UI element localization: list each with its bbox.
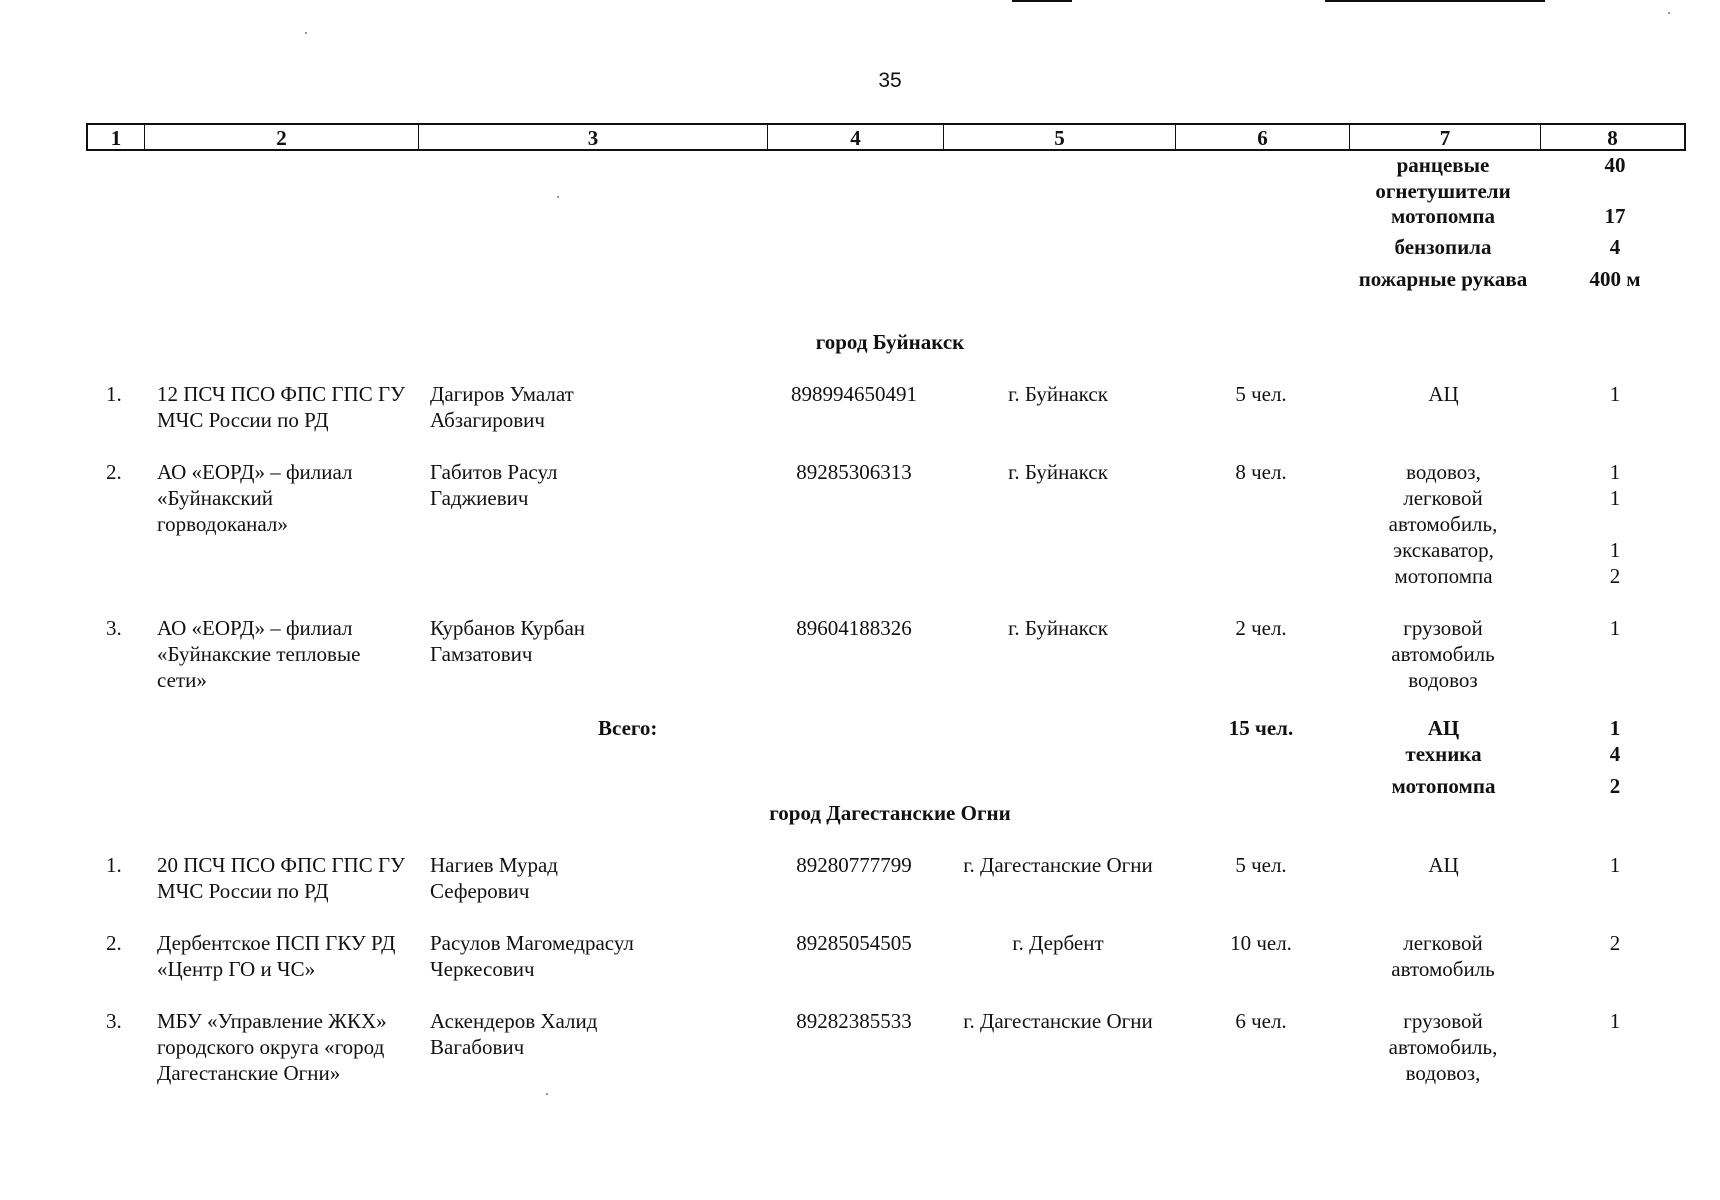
responsible-person: Нагиев Мурад Сеферович [430, 853, 558, 903]
phone: 89285306313 [796, 460, 912, 484]
responsible-person: Аскендеров Халид Вагабович [430, 1009, 598, 1059]
total-technique: мотопомпа [1391, 774, 1496, 798]
row-number: 3. [106, 1009, 122, 1033]
scan-dot [557, 196, 559, 198]
total-count: 2 [1609, 774, 1621, 798]
technique: легковой автомобиль [1391, 931, 1495, 981]
organization: АО «ЕОРД» – филиал «Буйнакские тепловые сети» [157, 616, 361, 692]
organization: МБУ «Управление ЖКХ» городского округа «город Дагестанские Огни» [157, 1009, 387, 1085]
scan-mark [1325, 0, 1545, 2]
phone: 89604188326 [796, 616, 912, 640]
total-technique: техника [1405, 742, 1482, 766]
staff-count: 10 чел. [1230, 931, 1292, 955]
responsible-person: Дагиров Умалат Абзагирович [430, 382, 574, 432]
total-label: Всего: [598, 716, 658, 740]
technique-count: 1 [1609, 538, 1621, 562]
technique-count: 1 [1609, 1009, 1621, 1033]
technique: мотопомпа [1394, 564, 1493, 588]
phone: 89282385533 [796, 1009, 912, 1033]
header-col-2: 2 [145, 125, 419, 149]
staff-count: 6 чел. [1235, 1009, 1287, 1033]
header-col-8: 8 [1607, 126, 1618, 150]
row-number: 1. [106, 382, 122, 406]
equipment-count: 17 [1604, 204, 1626, 228]
phone: 898994650491 [791, 382, 917, 406]
organization: Дербентское ПСП ГКУ РД «Центр ГО и ЧС» [157, 931, 396, 981]
row-number: 1. [106, 853, 122, 877]
total-count: 1 [1609, 716, 1621, 740]
organization: 20 ПСЧ ПСО ФПС ГПС ГУ МЧС России по РД [157, 853, 405, 903]
equipment-count: 40 [1604, 153, 1626, 177]
section-title: город Буйнакск [815, 330, 965, 354]
header-col-3: 3 [419, 125, 768, 149]
equipment-name: мотопомпа [1391, 204, 1495, 228]
section-title: город Дагестанские Огни [769, 801, 1011, 825]
technique-count: 2 [1609, 931, 1621, 955]
responsible-person: Расулов Магомедрасул Черкесович [430, 931, 634, 981]
equipment-count: 400 м [1589, 267, 1641, 291]
location: г. Буйнакск [1008, 460, 1108, 484]
header-col-6: 6 [1176, 125, 1350, 149]
location: г. Буйнакск [1008, 382, 1108, 406]
responsible-person: Габитов Расул Гаджиевич [430, 460, 558, 510]
technique-count: 1 [1609, 382, 1621, 406]
scan-dot [1668, 12, 1670, 14]
staff-count: 5 чел. [1235, 853, 1287, 877]
phone: 89280777799 [796, 853, 912, 877]
technique: АЦ [1428, 853, 1459, 877]
technique-count: 1 [1609, 460, 1621, 484]
staff-count: 5 чел. [1235, 382, 1287, 406]
phone: 89285054505 [796, 931, 912, 955]
organization: 12 ПСЧ ПСО ФПС ГПС ГУ МЧС России по РД [157, 382, 405, 432]
total-count: 4 [1609, 742, 1621, 766]
row-number: 3. [106, 616, 122, 640]
location: г. Дербент [1012, 931, 1104, 955]
technique: легковой автомобиль, [1388, 486, 1498, 536]
table-header [86, 123, 1686, 151]
staff-count: 2 чел. [1235, 616, 1287, 640]
equipment-name: бензопила [1394, 235, 1492, 259]
technique: экскаватор, [1393, 538, 1494, 562]
technique-count: 1 [1609, 616, 1621, 640]
location: г. Буйнакск [1008, 616, 1108, 640]
location: г. Дагестанские Огни [963, 1009, 1153, 1033]
staff-count: 8 чел. [1235, 460, 1287, 484]
header-col-7: 7 [1350, 125, 1541, 149]
equipment-name: ранцевые огнетушители [1375, 153, 1511, 203]
scan-dot [546, 1093, 548, 1095]
total-staff: 15 чел. [1228, 716, 1294, 740]
technique-count: 2 [1609, 564, 1621, 588]
technique: АЦ [1428, 382, 1459, 406]
location: г. Дагестанские Огни [963, 853, 1153, 877]
responsible-person: Курбанов Курбан Гамзатович [430, 616, 586, 666]
technique-count: 1 [1609, 486, 1621, 510]
page-number: 35 [878, 69, 902, 92]
header-col-5: 5 [944, 125, 1176, 149]
equipment-name: пожарные рукава [1358, 267, 1528, 291]
scan-mark [1012, 0, 1072, 2]
header-col-4: 4 [768, 125, 944, 149]
row-number: 2. [106, 460, 122, 484]
technique: грузовой автомобиль водовоз [1391, 616, 1495, 692]
equipment-count: 4 [1609, 235, 1621, 259]
technique: водовоз, [1406, 460, 1481, 484]
row-number: 2. [106, 931, 122, 955]
organization: АО «ЕОРД» – филиал «Буйнакский горводоканал» [157, 460, 353, 536]
technique: грузовой автомобиль, водовоз, [1388, 1009, 1498, 1085]
technique-count: 1 [1609, 853, 1621, 877]
scan-dot [305, 32, 307, 34]
total-technique: АЦ [1427, 716, 1460, 740]
header-col-1: 1 [88, 125, 145, 149]
